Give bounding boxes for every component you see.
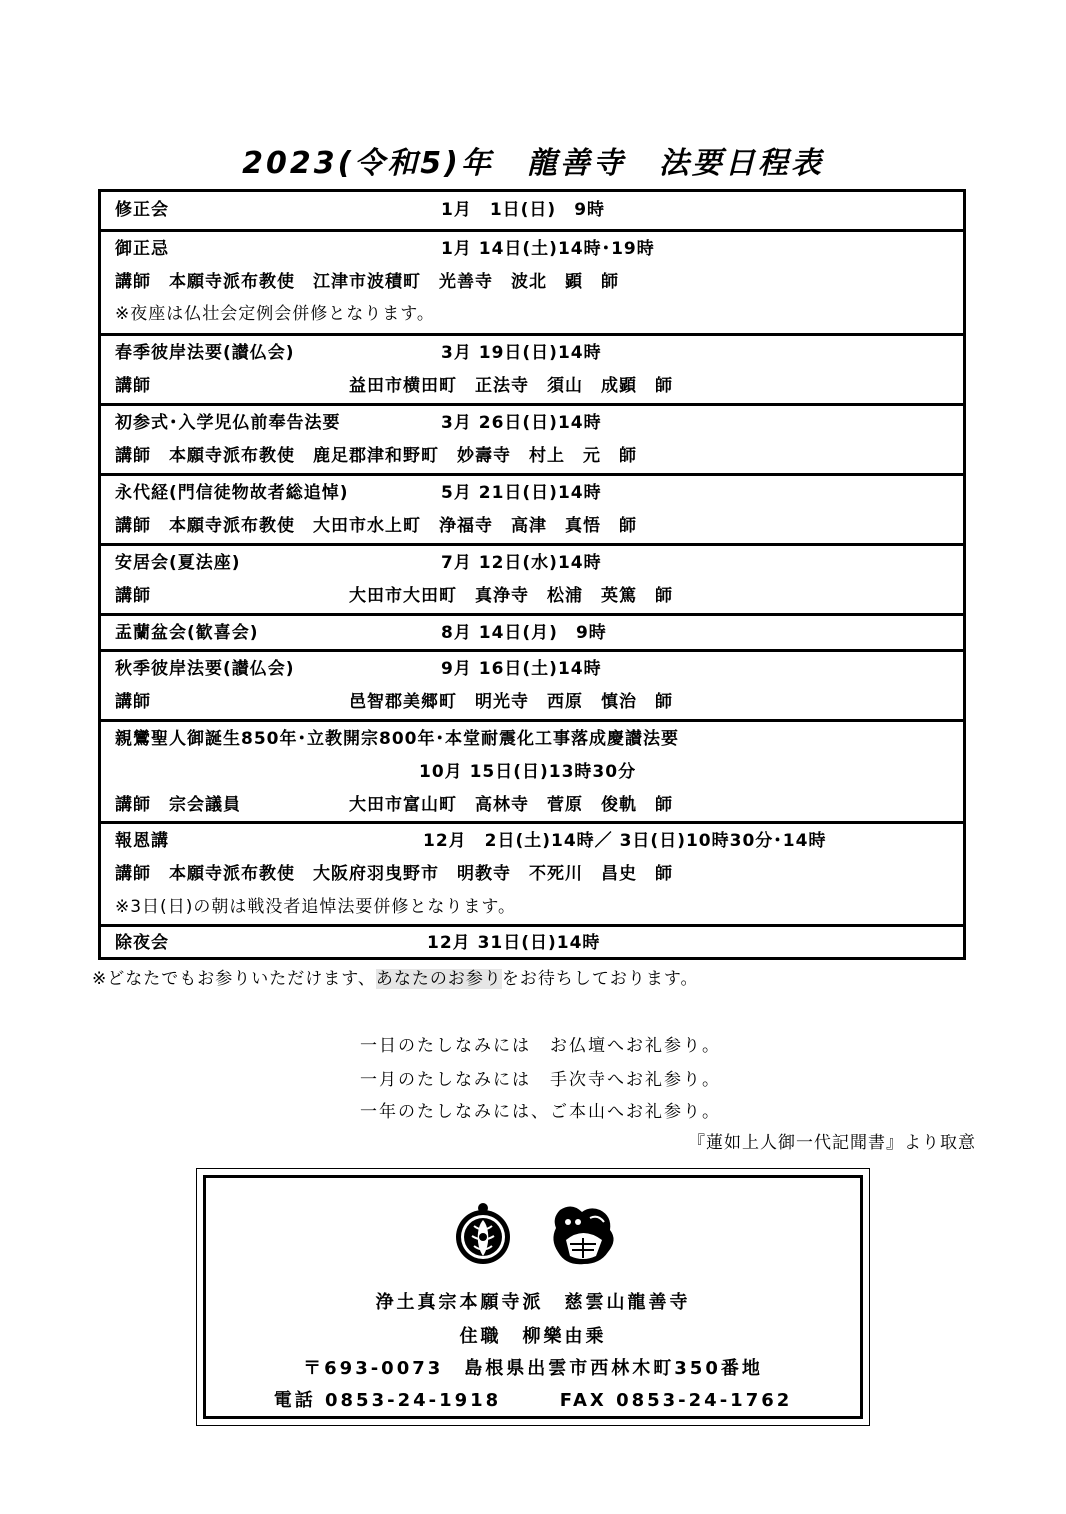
schedule-row-goshoki (101, 229, 963, 335)
verse-line: 一月のたしなみには 手次寺へお礼参り。 (360, 1070, 721, 1090)
event-name: 親鸞聖人御誕生850年･立教開宗800年･本堂耐震化工事落成慶讃法要 (115, 729, 679, 749)
event-speaker: 講師 本願寺派布教使 江津市波積町 光善寺 波北 顕 師 (115, 272, 619, 292)
event-note: ※夜座は仏壮会定例会併修となります。 (115, 304, 435, 324)
event-note: ※3日(日)の朝は戦没者追悼法要併修となります。 (115, 897, 516, 917)
page-title: 2023(令和5)年 龍善寺 法要日程表 (242, 146, 824, 181)
schedule-row-eitaikyo (101, 473, 963, 545)
schedule-row-shunki-higan (101, 333, 963, 405)
temple-crest-icon (546, 1200, 620, 1270)
event-date: 10月 15日(日)13時30分 (419, 762, 637, 782)
event-date: 1月 14日(土)14時･19時 (441, 239, 655, 259)
event-speaker: 大田市大田町 真浄寺 松浦 英篤 師 (349, 586, 673, 606)
event-date: 9月 16日(土)14時 (441, 659, 602, 679)
event-date: 7月 12日(水)14時 (441, 553, 602, 573)
temple-info-inner (203, 1175, 863, 1419)
temple-info-box (196, 1168, 870, 1426)
event-speaker-label: 講師 宗会議員 (115, 795, 241, 815)
event-name: 初参式･入学児仏前奉告法要 (115, 413, 341, 433)
event-name: 永代経(門信徒物故者総追悼) (115, 483, 349, 503)
event-speaker: 邑智郡美郷町 明光寺 西原 慎治 師 (349, 692, 673, 712)
schedule-row-hatsumairi (101, 403, 963, 475)
verse-source: 『蓮如上人御一代記聞書』より取意 (688, 1133, 976, 1153)
event-date: 8月 14日(月) 9時 (441, 623, 607, 643)
fax-label: FAX (559, 1390, 607, 1411)
fax-number: 0853-24-1762 (616, 1390, 793, 1411)
schedule-row-shuki-higan (101, 649, 963, 721)
welcome-note-before: ※どなたでもお参りいただけます、 (92, 969, 376, 989)
event-name: 春季彼岸法要(讃仏会) (115, 343, 295, 363)
temple-address: 〒693-0073 島根県出雲市西林木町350番地 (303, 1358, 763, 1379)
event-speaker: 講師 本願寺派布教使 大田市水上町 浄福寺 高津 真悟 師 (115, 516, 637, 536)
event-date: 3月 19日(日)14時 (441, 343, 602, 363)
schedule-row-keisan (101, 719, 963, 823)
event-speaker-label: 講師 (115, 586, 151, 606)
welcome-note-after: をお待ちしております。 (501, 969, 699, 989)
event-date: 3月 26日(日)14時 (441, 413, 602, 433)
event-speaker: 大田市富山町 高林寺 菅原 俊軌 師 (349, 795, 673, 815)
welcome-note-highlight: あなたのお参り (375, 969, 502, 989)
temple-name: 浄土真宗本願寺派 慈雲山龍善寺 (375, 1292, 691, 1313)
schedule-row-urabon (101, 613, 963, 651)
event-speaker: 講師 本願寺派布教使 大阪府羽曳野市 明教寺 不死川 昌史 師 (115, 864, 673, 884)
event-name: 報恩講 (115, 831, 169, 851)
welcome-note (92, 964, 699, 989)
schedule-row-ango (101, 543, 963, 615)
schedule-row-shushoe (101, 192, 963, 228)
sagari-fuji-crest-icon (454, 1200, 512, 1270)
event-name: 御正忌 (115, 239, 169, 259)
verse-line: 一日のたしなみには お仏壇へお礼参り。 (360, 1036, 721, 1056)
event-name: 秋季彼岸法要(讃仏会) (115, 659, 295, 679)
temple-contact (206, 1386, 860, 1412)
verse-line: 一年のたしなみには、ご本山へお礼参り。 (360, 1102, 721, 1122)
schedule-row-hoonko (101, 821, 963, 926)
event-speaker-label: 講師 (115, 692, 151, 712)
event-name: 除夜会 (115, 933, 169, 953)
event-date: 5月 21日(日)14時 (441, 483, 602, 503)
schedule-table (98, 189, 966, 960)
event-date: 1月 1日(日) 9時 (441, 200, 606, 220)
event-speaker: 益田市横田町 正法寺 須山 成顕 師 (349, 376, 673, 396)
event-date: 12月 31日(日)14時 (427, 933, 601, 953)
phone-label: 電話 (273, 1390, 316, 1411)
event-name: 盂蘭盆会(歓喜会) (115, 623, 259, 643)
temple-priest: 住職 柳樂由乗 (459, 1326, 607, 1347)
event-speaker: 講師 本願寺派布教使 鹿足郡津和野町 妙壽寺 村上 元 師 (115, 446, 637, 466)
event-speaker-label: 講師 (115, 376, 151, 396)
phone-number: 0853-24-1918 (325, 1390, 502, 1411)
event-date: 12月 2日(土)14時／ 3日(日)10時30分･14時 (423, 831, 827, 851)
schedule-row-joyae (101, 924, 963, 960)
event-name: 安居会(夏法座) (115, 553, 241, 573)
event-name: 修正会 (115, 200, 169, 220)
